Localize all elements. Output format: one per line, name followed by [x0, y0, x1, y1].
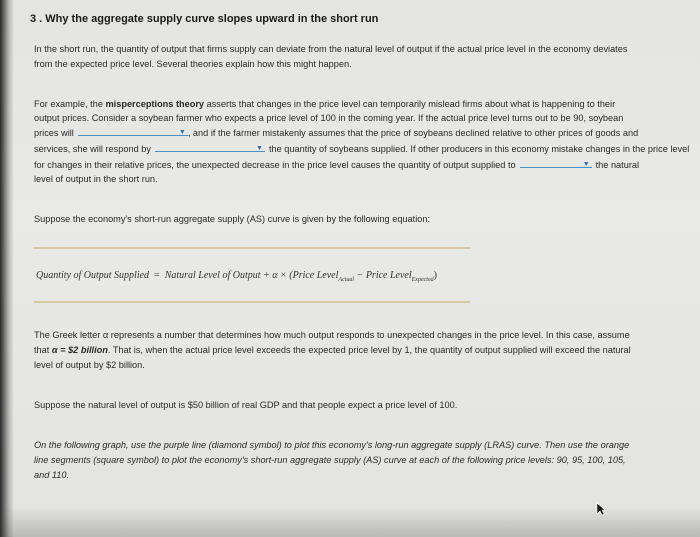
equation-lhs: Quantity of Output Supplied — [36, 270, 150, 281]
example-text: For example, the — [34, 99, 106, 109]
prices-will-dropdown[interactable] — [78, 125, 188, 136]
example-line-1 — [34, 97, 615, 111]
greek-line-3: level of output by $2 billion. — [34, 360, 145, 370]
example-text: services, she will respond by — [34, 144, 151, 154]
question-title: 3 . Why the aggregate supply curve slopes upward in the short run — [30, 13, 379, 25]
intro-line-2: from the expected price level. Several theories explain how this might happen. — [34, 59, 352, 69]
example-text: asserts that changes in the price level can temporarily mislead firms about what is happening to their — [204, 99, 616, 109]
example-text: prices will — [34, 128, 74, 138]
equation-equals: = — [154, 270, 160, 281]
respond-by-dropdown[interactable] — [155, 141, 265, 152]
example-text: the quantity of soybeans supplied. If other producers in this economy mistake changes in the price level — [268, 144, 690, 154]
example-text: for changes in their relative prices, the unexpected decrease in the price level causes the quantity of output supplied to — [34, 160, 516, 170]
intro-line-1: In the short run, the quantity of output that firms supply can deviate from the natural level of output if the actual price level in the economy deviates — [34, 44, 628, 54]
output-supplied-dropdown[interactable] — [520, 157, 592, 168]
equation-divider-top — [34, 247, 470, 249]
greek-text: . That is, when the actual price level exceeds the expected price level by 1, the quantity of output supplied will exceed the natural — [107, 345, 631, 355]
chevron-down-icon: ▼ — [178, 129, 186, 136]
equation-divider-bottom — [34, 301, 470, 303]
equation-minus: − Price Level — [354, 270, 412, 281]
as-equation — [36, 270, 437, 283]
example-text: the natural — [595, 160, 640, 170]
example-line-2: output prices. Consider a soybean farmer who expects a price level of 100 in the coming year. If the actual price level turns out to be 90, soybean — [34, 113, 624, 123]
alpha-value: α = $2 billion — [51, 345, 108, 355]
greek-line-1: The Greek letter α represents a number that determines how much output responds to unexpected changes in the price level. In this case, assume — [34, 330, 630, 340]
greek-text: that — [34, 345, 52, 355]
equation-sub-actual: Actual — [338, 277, 355, 283]
graph-instructions-line-3: and 110. — [34, 470, 70, 480]
example-line-3 — [34, 125, 638, 140]
example-text: , and if the farmer mistakenly assumes that the price of soybeans declined relative to other prices of goods and — [187, 128, 639, 138]
greek-line-2 — [34, 343, 631, 357]
equation-rhs: Natural Level of Output + α × (Price Level — [164, 270, 339, 281]
example-line-4 — [34, 141, 689, 156]
misperceptions-theory-term: misperceptions theory — [105, 99, 205, 109]
suppose-as-equation-text: Suppose the economy's short-run aggregate supply (AS) curve is given by the following equation: — [34, 214, 431, 224]
suppose-natural-level-text: Suppose the natural level of output is $50 billion of real GDP and that people expect a price level of 100. — [34, 400, 458, 410]
bottom-shade — [0, 507, 700, 537]
equation-close: ) — [433, 270, 437, 281]
equation-sub-expected: Expected — [411, 277, 434, 283]
graph-instructions-line-2: line segments (square symbol) to plot the economy's short-run aggregate supply (AS) curve at each of the following price levels: 90, 95, 100, 105, — [34, 455, 626, 465]
example-line-5 — [34, 157, 639, 172]
chevron-down-icon: ▼ — [582, 161, 590, 168]
left-edge-shadow — [0, 0, 14, 537]
example-line-6: level of output in the short run. — [34, 174, 158, 184]
graph-instructions-line-1: On the following graph, use the purple line (diamond symbol) to plot this economy's long-run aggregate supply (LRAS) curve. Then use the orange — [34, 440, 630, 450]
chevron-down-icon: ▼ — [256, 145, 263, 152]
